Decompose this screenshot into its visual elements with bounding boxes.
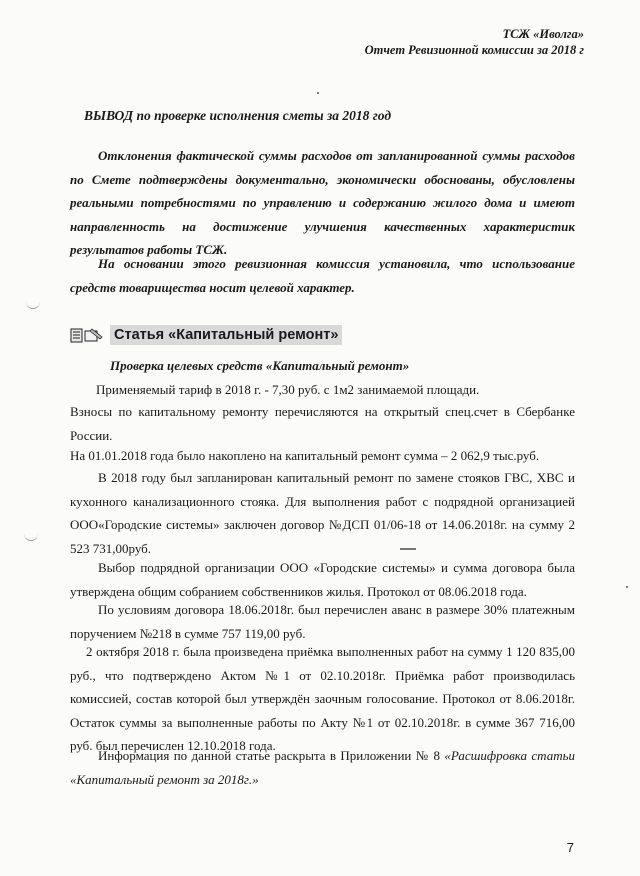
header-org: ТСЖ «Иволга»	[502, 27, 584, 41]
conclusion-paragraph-2: На основании этого ревизионная комиссия установила, что использование средств товарищества носит целевой характер.	[70, 256, 575, 295]
section-subtitle: Проверка целевых средств «Капитальный ремонт»	[110, 358, 410, 373]
section-paragraph-plan: В 2018 году был запланирован капитальный ремонт по замене стояков ГВС, ХВС и кухонного канализационного стояка. Для выполнения работ с подрядной организацией ООО«Городские системы» заключен договор №ДСП 01/06-18 от 14.06.2018г. на сумму 2 523 731,00руб.	[70, 470, 575, 556]
section-paragraph-accumulated: На 01.01.2018 года было накоплено на капитальный ремонт сумма – 2 062,9 тыс.руб.	[70, 448, 540, 463]
conclusion-title: ВЫВОД по проверке исполнения сметы за 2018 год	[84, 108, 392, 123]
scan-mark	[24, 528, 38, 541]
section-paragraph-contractor: Выбор подрядной организации ООО «Городские системы» и сумма договора была утверждена общим собранием собственников жилья. Протокол от 08.06.2018 года.	[70, 560, 575, 599]
section-heading	[70, 324, 342, 346]
conclusion-paragraph-1: Отклонения фактической суммы расходов от запланированной суммы расходов по Смете подтверждены документально, экономически обоснованы, обусловлены реальными потребностями по управлению и содержанию жилого дома и имеют направленность на достижение улучшения качественных характеристик результатов работы ТСЖ.	[70, 148, 575, 257]
section-paragraph-tariff: Применяемый тариф в 2018 г. - 7,30 руб. с 1м2 занимаемой площади.	[96, 382, 480, 397]
page-header	[365, 26, 584, 58]
section-paragraph-reference	[70, 744, 575, 791]
section-paragraph-contributions: Взносы по капитальному ремонту перечисляются на открытый спец.счет в Сбербанке России.	[70, 404, 575, 443]
reference-appendix: «Расшифровка статьи «Капитальный ремонт за 2018г.»	[70, 748, 575, 787]
section-paragraph-acceptance: 2 октября 2018 г. была произведена приёмка выполненных работ на сумму 1 120 835,00 руб., что подтверждено Актом №1 от 02.10.2018г. Приёмка работ производилась комиссией, состав которой был утверждён заочным голосование. Протокол от 8.06.2018г. Остаток суммы за выполненные работы по Акту №1 от 02.10.2018г. в сумме 367 716,00 руб. был перечислен 12.10.2018 года.	[70, 644, 575, 753]
scan-speck	[317, 92, 319, 94]
page-number: 7	[566, 840, 574, 855]
header-report: Отчет Ревизионной комиссии за 2018 г	[364, 43, 584, 57]
section-paragraph-advance: По условиям договора 18.06.2018г. был перечислен аванс в размере 30% платежным поручением №218 в сумме 757 119,00 руб.	[70, 602, 575, 641]
scan-speck	[626, 586, 628, 588]
scan-speck	[400, 548, 416, 550]
reference-prefix: Информация по данной статье раскрыта в Приложении № 8	[98, 748, 441, 763]
document-icon	[70, 327, 104, 343]
section-title: Статья «Капитальный ремонт»	[110, 325, 342, 345]
scan-mark	[26, 296, 40, 309]
